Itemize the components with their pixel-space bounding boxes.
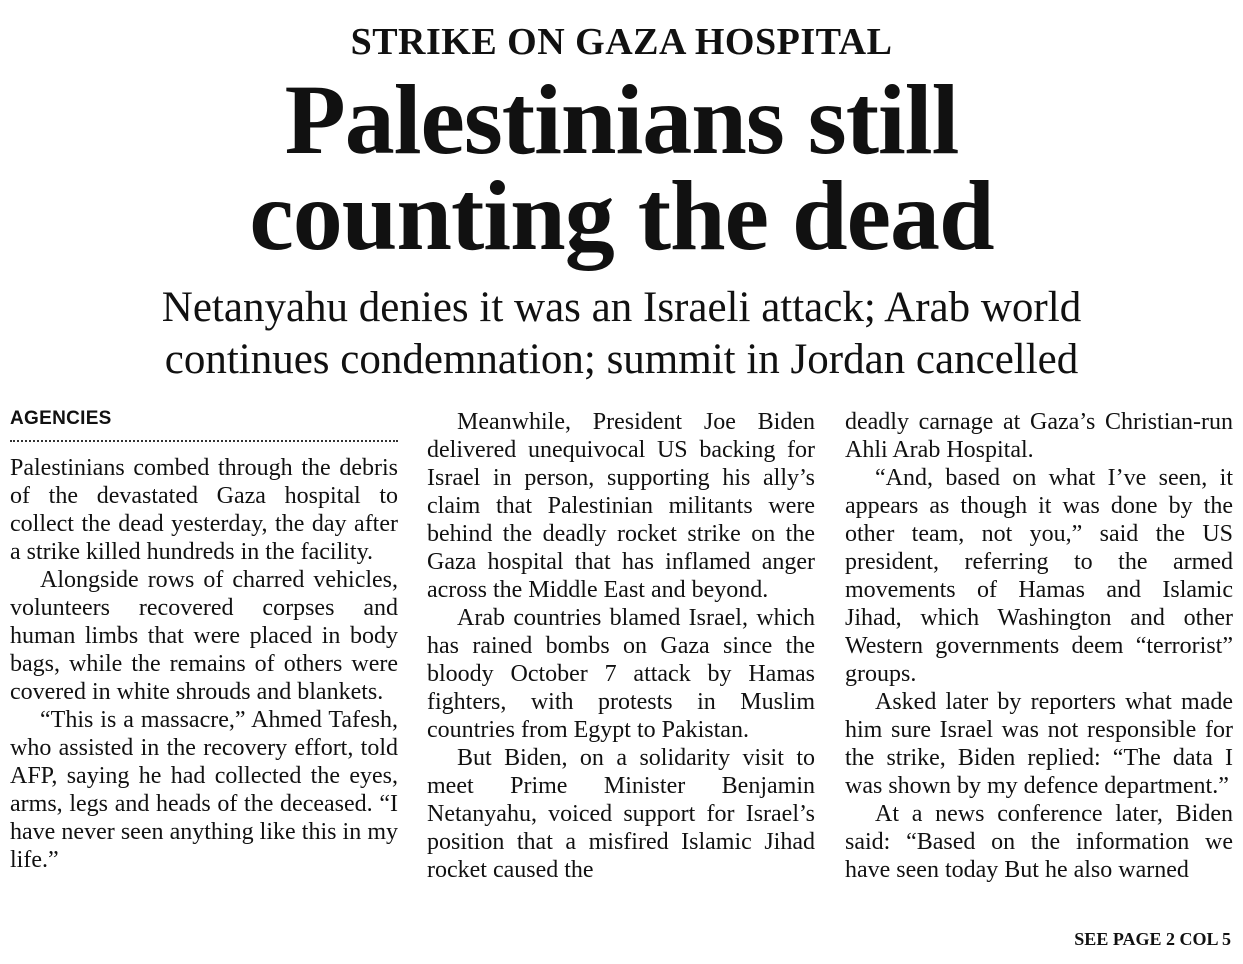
continuation-jump-line: SEE PAGE 2 COL 5 (1074, 929, 1231, 949)
headline-line-2: counting the dead (249, 160, 994, 271)
article-column-1 (10, 408, 398, 874)
article-column-3 (845, 408, 1233, 884)
byline: AGENCIES (10, 408, 398, 442)
paragraph: Meanwhile, President Joe Biden delivered unequivocal US backing for Israel in person, supporting his ally’s claim that Palestinian militants were behind the deadly rocket strike on the Gaza hospital that has inflamed anger across the Middle East and beyond. (427, 409, 815, 603)
paragraph: At a news conference later, Biden said: “Based on the information we have seen today But he also warned (845, 801, 1233, 883)
headline (0, 64, 1243, 271)
subheadline-line-2: continues condemnation; summit in Jordan cancelled (164, 336, 1079, 383)
article-column-2 (427, 408, 815, 884)
paragraph: But Biden, on a solidarity visit to meet Prime Minister Benjamin Netanyahu, voiced support for Israel’s position that a misfired Islamic Jihad rocket caused the (427, 745, 815, 883)
paragraph: Asked later by reporters what made him sure Israel was not responsible for the strike, Biden replied: “The data I was shown by my defence department.” (845, 689, 1233, 799)
paragraph: Arab countries blamed Israel, which has rained bombs on Gaza since the bloody October 7 attack by Hamas fighters, with protests in Muslim countries from Egypt to Pakistan. (427, 605, 815, 743)
paragraph: Alongside rows of charred vehicles, volunteers recovered corpses and human limbs that were placed in body bags, while the remains of others were covered in white shrouds and blankets. (10, 567, 398, 705)
paragraph: Palestinians combed through the debris of the devastated Gaza hospital to collect the dead yesterday, the day after a strike killed hundreds in the facility. (10, 455, 398, 565)
paragraph: deadly carnage at Gaza’s Christian-run Ahli Arab Hospital. (845, 409, 1233, 463)
paragraph: “And, based on what I’ve seen, it appears as though it was done by the other team, not you,” said the US president, referring to the armed movements of Hamas and Islamic Jihad, which Washington and other Western governments deem “terrorist” groups. (845, 465, 1233, 687)
headline-line-1: Palestinians still (284, 64, 959, 175)
subheadline-line-1: Netanyahu denies it was an Israeli attack; Arab world (161, 284, 1082, 331)
kicker: STRIKE ON GAZA HOSPITAL (350, 21, 893, 63)
paragraph: “This is a massacre,” Ahmed Tafesh, who assisted in the recovery effort, told AFP, saying he had collected the eyes, arms, legs and heads of the deceased. “I have never seen anything like this in my life.” (10, 707, 398, 873)
subheadline (0, 282, 1243, 386)
